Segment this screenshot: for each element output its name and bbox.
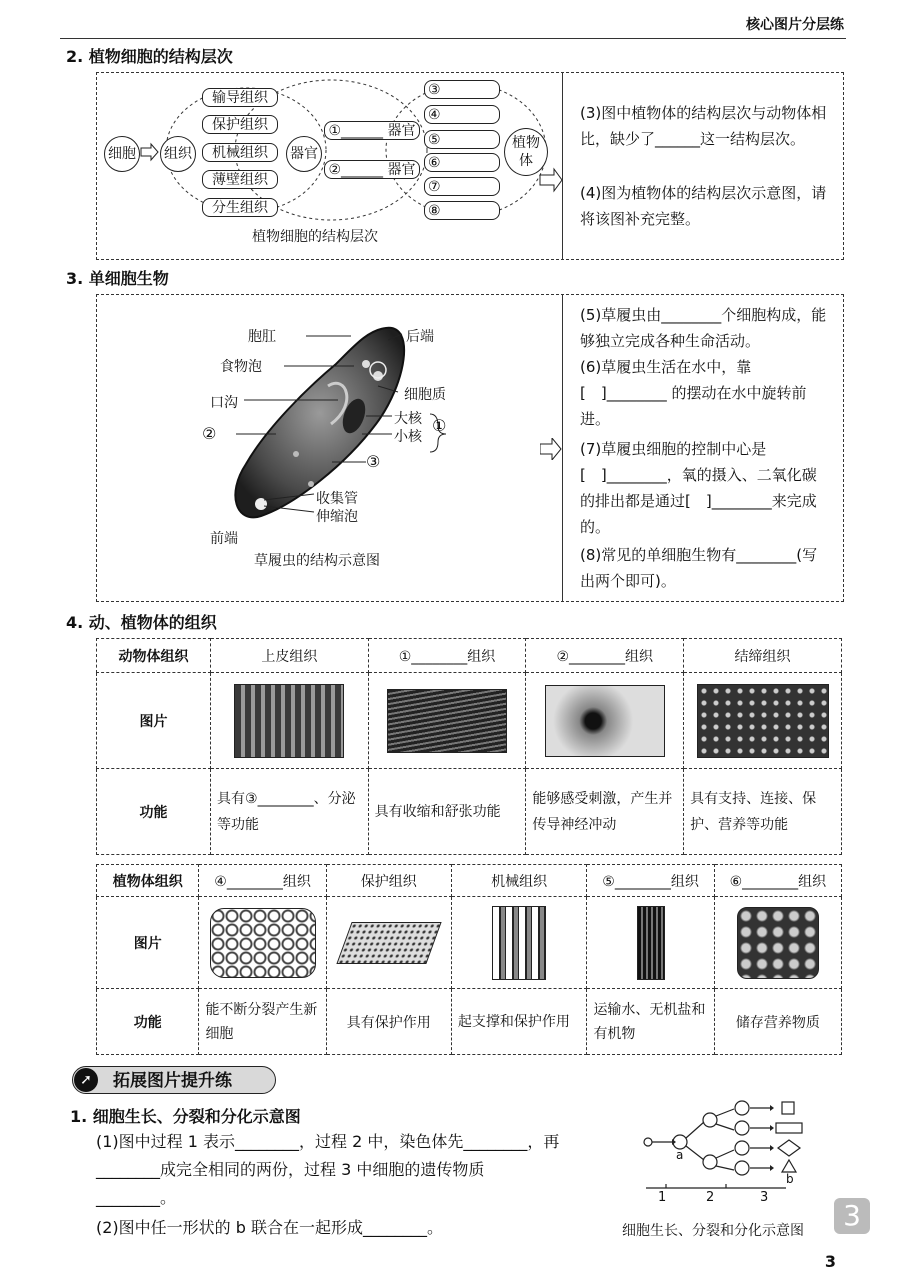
plant-tissue-table xyxy=(96,864,842,1055)
label-nucleus-1: ① xyxy=(432,416,447,435)
plant-organ-5: ⑤ xyxy=(424,130,500,149)
label-front: 前端 xyxy=(210,531,238,547)
extend-q1-line-3: ________。 xyxy=(96,1188,177,1207)
diagram-step-3: 3 xyxy=(760,1190,769,1205)
section2-divider xyxy=(562,72,563,260)
label-oral-groove: 口沟 xyxy=(210,395,238,411)
label-membrane-3: ③ xyxy=(366,452,381,471)
mechanical-function: 起支撑和保护作用 xyxy=(451,989,587,1055)
label-cilia-2: ② xyxy=(202,424,217,443)
q4-text: (4)图为植物体的结构层次示意图，请将该图补充完整。 xyxy=(580,184,827,228)
conductive-image xyxy=(587,897,714,989)
organ-slot-2: ②______ 器官 xyxy=(324,160,420,179)
mechanical-image xyxy=(451,897,587,989)
section3-divider xyxy=(562,294,563,602)
epithelial-image xyxy=(211,673,369,769)
q8-text: (8)常见的单细胞生物有________(写出两个即可)。 xyxy=(580,546,818,590)
plant-img-label: 图片 xyxy=(97,897,199,989)
label-anal-pore: 胞肛 xyxy=(248,329,276,345)
plant-header-5: ⑥________组织 xyxy=(714,865,841,897)
plant-body-node: 植物 体 xyxy=(504,128,548,176)
animal-header-2: ①________组织 xyxy=(368,639,526,673)
tissue-item-1: 输导组织 xyxy=(202,88,278,107)
label-micronucleus: 小核 xyxy=(394,429,422,445)
plant-organ-7: ⑦ xyxy=(424,177,500,196)
plant-fn-label: 功能 xyxy=(97,989,199,1055)
q5-text: (5)草履虫由________个细胞构成，能够独立完成各种生命活动。 xyxy=(580,306,827,350)
header-rule xyxy=(60,38,846,39)
tissue-item-3: 机械组织 xyxy=(202,143,278,162)
q7-text: (7)草履虫细胞的控制中心是[ ]________，氧的摄入、二氧化碳的排出都是通过[ ]________来完成的。 xyxy=(580,440,817,536)
section2-title: 2. 植物细胞的结构层次 xyxy=(66,47,233,66)
page-number: 3 xyxy=(824,1252,836,1271)
tissue-item-5: 分生组织 xyxy=(202,198,278,217)
plant-organ-4: ④ xyxy=(424,105,500,124)
label-food-vacuole: 食物泡 xyxy=(220,359,262,375)
label-macronucleus: 大核 xyxy=(394,411,422,427)
organ-slot-1: ①______ 器官 xyxy=(324,121,420,140)
section3-caption: 草履虫的结构示意图 xyxy=(254,553,380,569)
section3-arrow xyxy=(540,438,562,460)
section2-caption: 植物细胞的结构层次 xyxy=(252,229,378,245)
nerve-function: 能够感受刺激，产生并传导神经冲动 xyxy=(526,769,684,855)
diagram-label-b: b xyxy=(786,1172,794,1186)
animal-header-4: 结缔组织 xyxy=(684,639,842,673)
arrow-badge-icon: ➚ xyxy=(74,1068,98,1092)
plant-header-4: ⑤________组织 xyxy=(587,865,714,897)
animal-header-1: 上皮组织 xyxy=(211,639,369,673)
nerve-image xyxy=(526,673,684,769)
label-cytoplasm: 细胞质 xyxy=(404,387,446,403)
tissue-node: 组织 xyxy=(160,136,196,172)
meristem-image xyxy=(199,897,326,989)
label-contractile-vacuole: 伸缩泡 xyxy=(316,509,358,525)
label-rear: 后端 xyxy=(406,329,434,345)
epithelial-function: 具有③________、分泌等功能 xyxy=(211,769,369,855)
plant-organ-8: ⑧ xyxy=(424,201,500,220)
extend-q1-line-1: (1)图中过程 1 表示________，过程 2 中，染色体先________，再 xyxy=(96,1132,560,1151)
muscle-function: 具有收缩和舒张功能 xyxy=(368,769,526,855)
extend-q2-line: (2)图中任一形状的 b 联合在一起形成________。 xyxy=(96,1218,443,1237)
extend-q1-line-2: ________成完全相同的两份，过程 3 中细胞的遗传物质 xyxy=(96,1160,485,1179)
plant-header-3: 机械组织 xyxy=(451,865,587,897)
q6-text: (6)草履虫生活在水中，靠[ ]________ 的摆动在水中旋转前进。 xyxy=(580,358,807,428)
animal-fn-label: 功能 xyxy=(97,769,211,855)
q3-text: (3)图中植物体的结构层次与动物体相比，缺少了______这一结构层次。 xyxy=(580,104,827,148)
connective-image xyxy=(684,673,842,769)
tissue-item-2: 保护组织 xyxy=(202,115,278,134)
diagram-step-1: 1 xyxy=(658,1190,667,1205)
cell-node: 细胞 xyxy=(104,136,140,172)
animal-header-0: 动物体组织 xyxy=(97,639,211,673)
plant-header-1: ④________组织 xyxy=(199,865,326,897)
parenchyma-function: 储存营养物质 xyxy=(714,989,841,1055)
meristem-function: 能不断分裂产生新细胞 xyxy=(199,989,326,1055)
diagram-step-2: 2 xyxy=(706,1190,715,1205)
parenchyma-image xyxy=(714,897,841,989)
tissue-item-4: 薄壁组织 xyxy=(202,170,278,189)
section3-title: 3. 单细胞生物 xyxy=(66,269,169,288)
header-title: 核心图片分层练 xyxy=(746,17,844,33)
connective-function: 具有支持、连接、保护、营养等功能 xyxy=(684,769,842,855)
conductive-function: 运输水、无机盐和有机物 xyxy=(587,989,714,1055)
label-collecting-tube: 收集管 xyxy=(316,491,358,507)
section4-title: 4. 动、植物体的组织 xyxy=(66,613,217,632)
protective-function: 具有保护作用 xyxy=(326,989,451,1055)
animal-header-3: ②________组织 xyxy=(526,639,684,673)
plant-header-2: 保护组织 xyxy=(326,865,451,897)
protective-image xyxy=(326,897,451,989)
plant-organ-6: ⑥ xyxy=(424,153,500,172)
diagram-label-a: a xyxy=(676,1148,684,1162)
extend-q1-title: 1. 细胞生长、分裂和分化示意图 xyxy=(70,1107,301,1126)
extension-badge: 拓展图片提升练 xyxy=(72,1066,276,1094)
diagram-caption: 细胞生长、分裂和分化示意图 xyxy=(622,1223,804,1239)
muscle-image xyxy=(368,673,526,769)
plant-header-0: 植物体组织 xyxy=(97,865,199,897)
animal-tissue-table xyxy=(96,638,842,855)
animal-img-label: 图片 xyxy=(97,673,211,769)
page-watermark: 3 xyxy=(834,1198,870,1234)
organ-node: 器官 xyxy=(286,136,322,172)
plant-organ-3: ③ xyxy=(424,80,500,99)
